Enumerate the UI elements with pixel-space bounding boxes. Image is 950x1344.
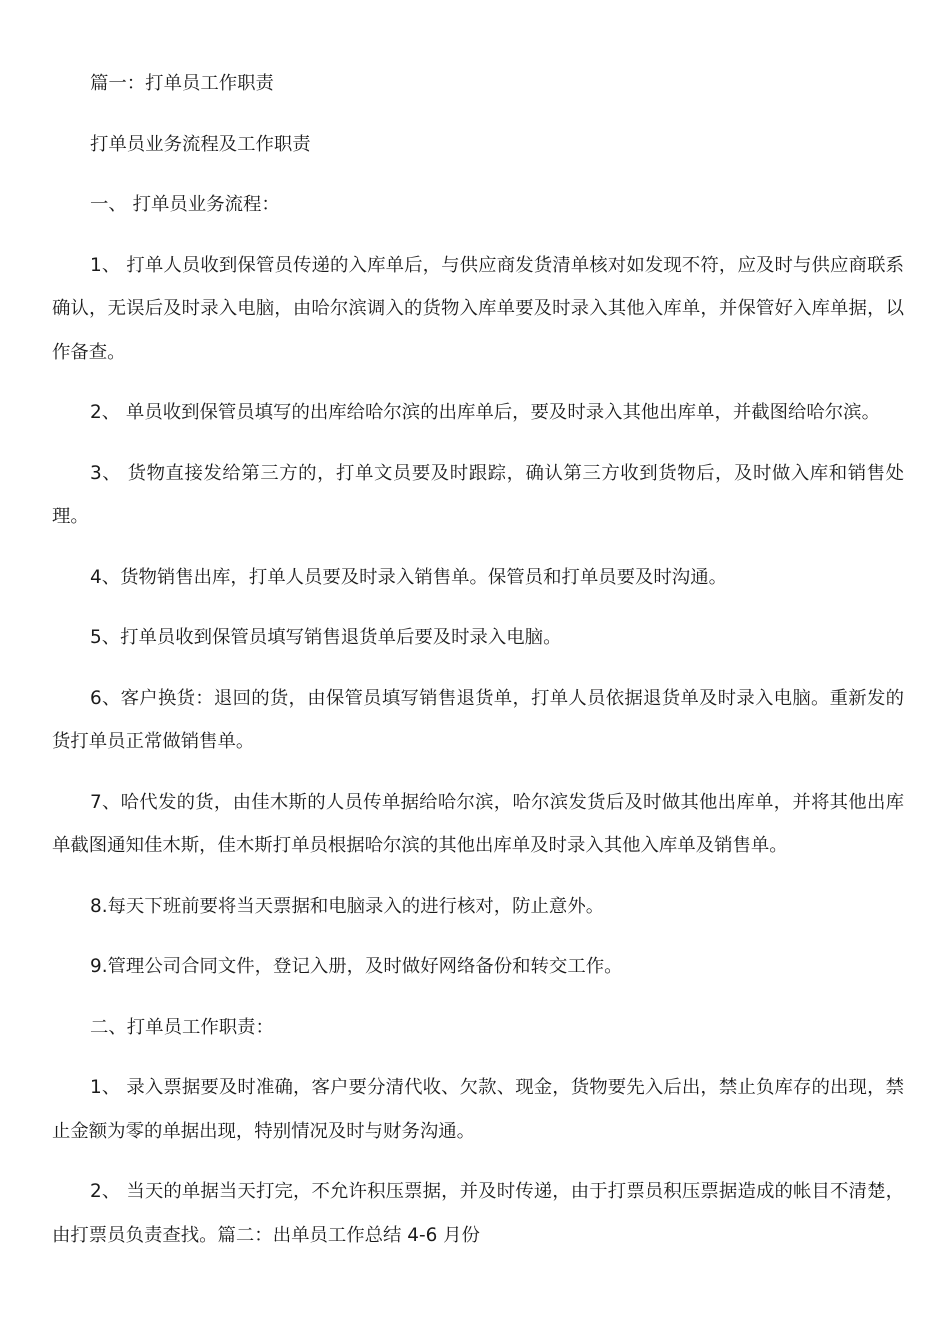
workflow-item-9: 9.管理公司合同文件，登记入册，及时做好网络备份和转交工作。 <box>90 956 623 977</box>
document-body <box>52 62 904 1274</box>
workflow-item-6: 6、客户换货：退回的货，由保管员填写销售退货单，打单人员依据退货单及时录入电脑。重新发的货打单员正常做销售单。 <box>52 687 904 752</box>
document-title: 打单员业务流程及工作职责 <box>90 133 311 155</box>
workflow-item-7: 7、哈代发的货，由佳木斯的人员传单据给哈尔滨，哈尔滨发货后及时做其他出库单，并将其他出库单截图通知佳木斯，佳木斯打单员根据哈尔滨的其他出库单及时录入其他入库单及销售单。 <box>52 791 904 856</box>
duty-item-2: 2、 当天的单据当天打完，不允许积压票据，并及时传递，由于打票员积压票据造成的帐目不清楚，由打票员负责查找。篇二：出单员工作总结 4-6 月份 <box>52 1181 904 1246</box>
heading-part-one: 篇一：打单员工作职责 <box>90 73 274 94</box>
workflow-item-5: 5、打单员收到保管员填写销售退货单后要及时录入电脑。 <box>90 627 562 648</box>
workflow-item-4: 4、货物销售出库，打单人员要及时录入销售单。保管员和打单员要及时沟通。 <box>90 566 727 588</box>
workflow-item-1: 1、 打单人员收到保管员传递的入库单后，与供应商发货清单核对如发现不符，应及时与供应商联系确认，无误后及时录入电脑，由哈尔滨调入的货物入库单要及时录入其他入库单，并保管好入库单据，以作备查。 <box>52 254 904 363</box>
workflow-item-2: 2、 单员收到保管员填写的出库给哈尔滨的出库单后，要及时录入其他出库单，并截图给哈尔滨。 <box>90 402 880 423</box>
workflow-item-3: 3、 货物直接发给第三方的，打单文员要及时跟踪，确认第三方收到货物后，及时做入库和销售处理。 <box>52 462 904 527</box>
section-heading-workflow: 一、 打单员业务流程： <box>90 194 280 215</box>
section-heading-duties: 二、打单员工作职责： <box>90 1016 274 1038</box>
duty-item-1: 1、 录入票据要及时准确，客户要分清代收、欠款、现金，货物要先入后出，禁止负库存的出现，禁止金额为零的单据出现，特别情况及时与财务沟通。 <box>52 1077 904 1142</box>
workflow-item-8: 8.每天下班前要将当天票据和电脑录入的进行核对，防止意外。 <box>90 895 605 917</box>
